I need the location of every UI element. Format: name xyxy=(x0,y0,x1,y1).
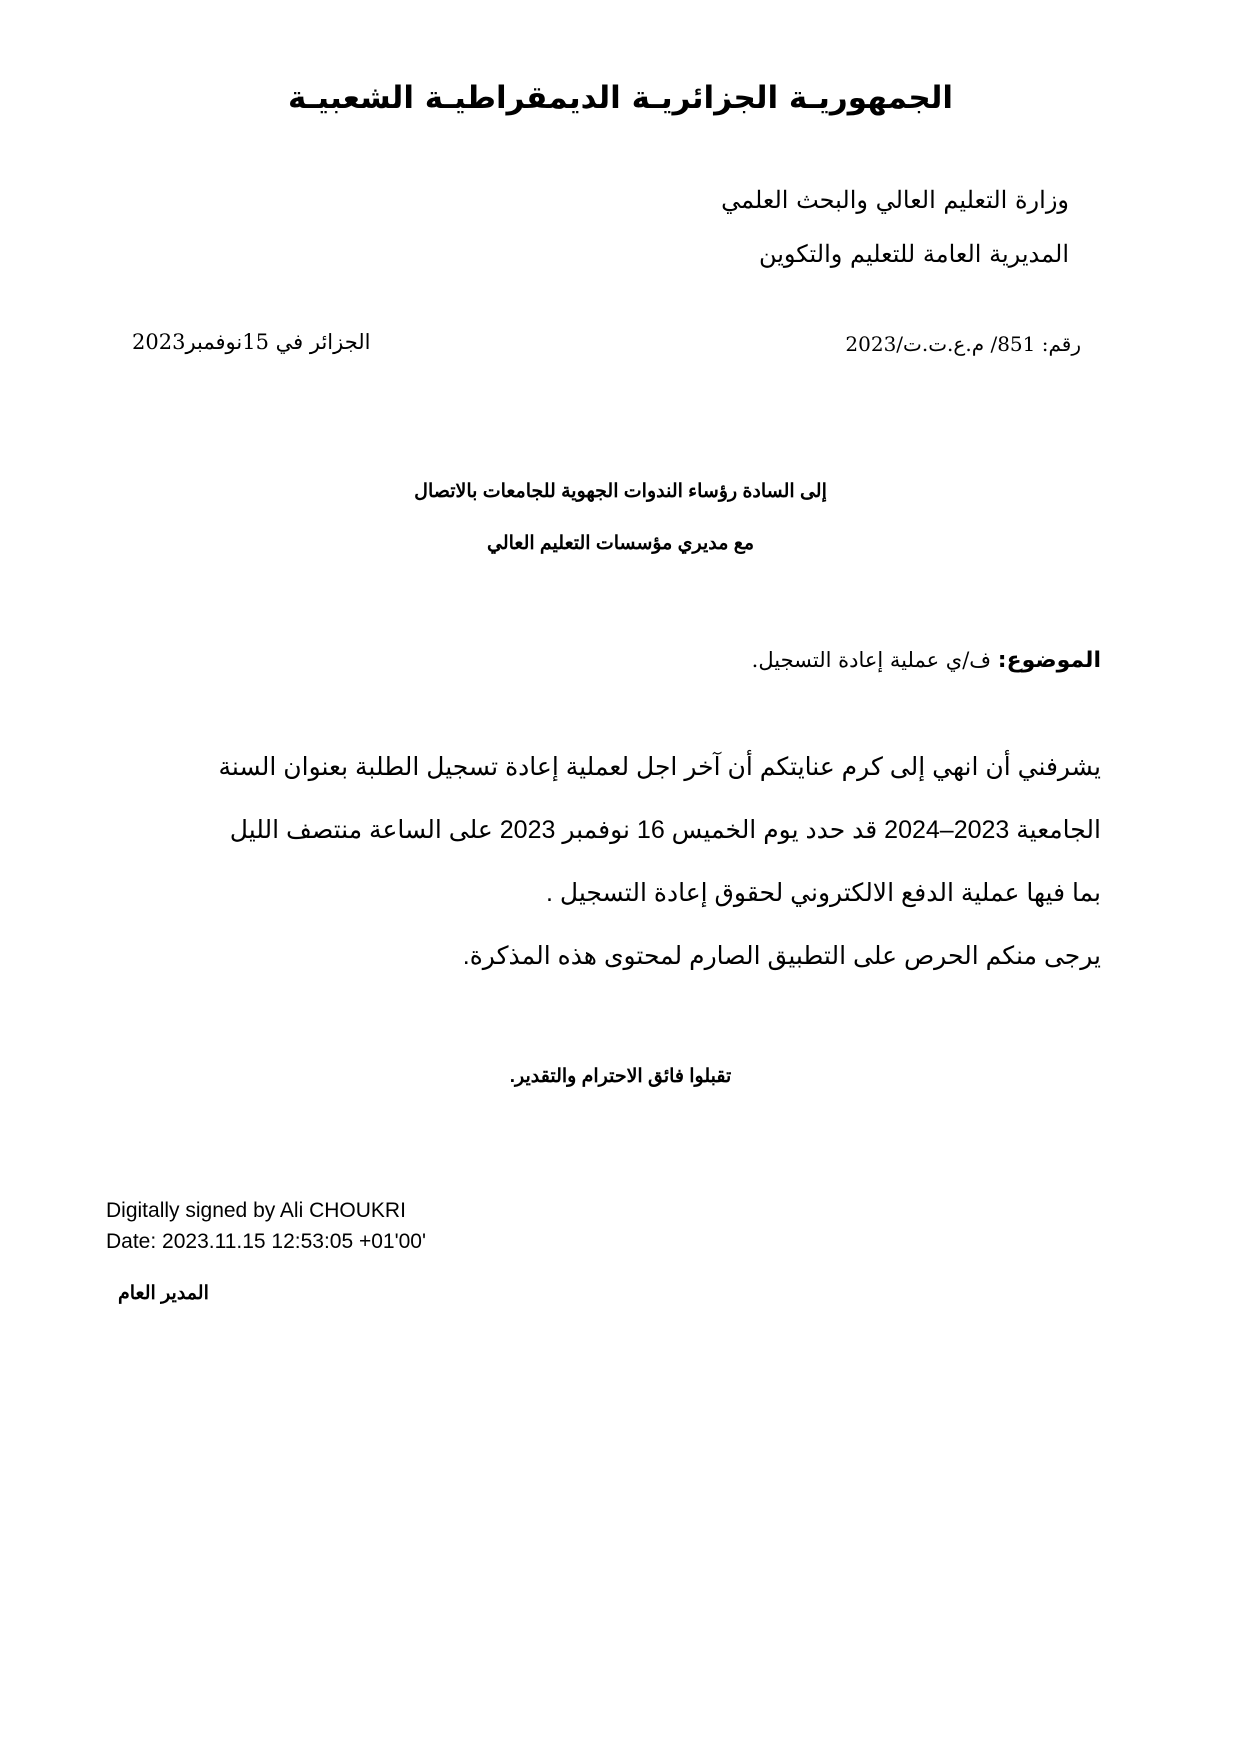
country-title: الجمهوريـة الجزائريـة الديمقراطيـة الشعبيـة xyxy=(287,80,954,116)
directorate-name: المديرية العامة للتعليم والتكوين xyxy=(758,240,1069,268)
signature-signed-by: Digitally signed by Ali CHOUKRI xyxy=(106,1199,406,1222)
ministry-name: وزارة التعليم العالي والبحث العلمي xyxy=(721,186,1069,214)
body-line-3: بما فيها عملية الدفع الالكتروني لحقوق إعادة التسجيل . xyxy=(546,879,1101,907)
signature-date: Date: 2023.11.15 12:53:05 +01'00' xyxy=(106,1230,426,1253)
subject-text: ف/ي عملية إعادة التسجيل. xyxy=(751,648,992,672)
recipient-line-1: إلى السادة رؤساء الندوات الجهوية للجامعات بالاتصال xyxy=(414,481,827,502)
body-line-4: يرجى منكم الحرص على التطبيق الصارم لمحتوى هذه المذكرة. xyxy=(462,942,1101,970)
place-date: الجزائر في 15نوفمبر2023 xyxy=(132,330,371,354)
recipient-line-2: مع مديري مؤسسات التعليم العالي xyxy=(486,533,755,554)
subject-line xyxy=(752,648,1101,673)
body-line-1: يشرفني أن انهي إلى كرم عنايتكم أن آخر اجل لعملية إعادة تسجيل الطلبة بعنوان السنة xyxy=(218,753,1101,781)
reference-number: رقم: 851/ م.ع.ت.ت/2023 xyxy=(845,332,1081,356)
body-line-2: الجامعية 2023–2024 قد حدد يوم الخميس 16 نوفمبر 2023 على الساعة منتصف الليل xyxy=(229,816,1101,844)
signer-title: المدير العام xyxy=(118,1283,209,1304)
closing-salutation: تقبلوا فائق الاحترام والتقدير. xyxy=(509,1066,732,1087)
digital-signature xyxy=(106,1195,426,1257)
subject-label: الموضوع: xyxy=(997,648,1101,673)
